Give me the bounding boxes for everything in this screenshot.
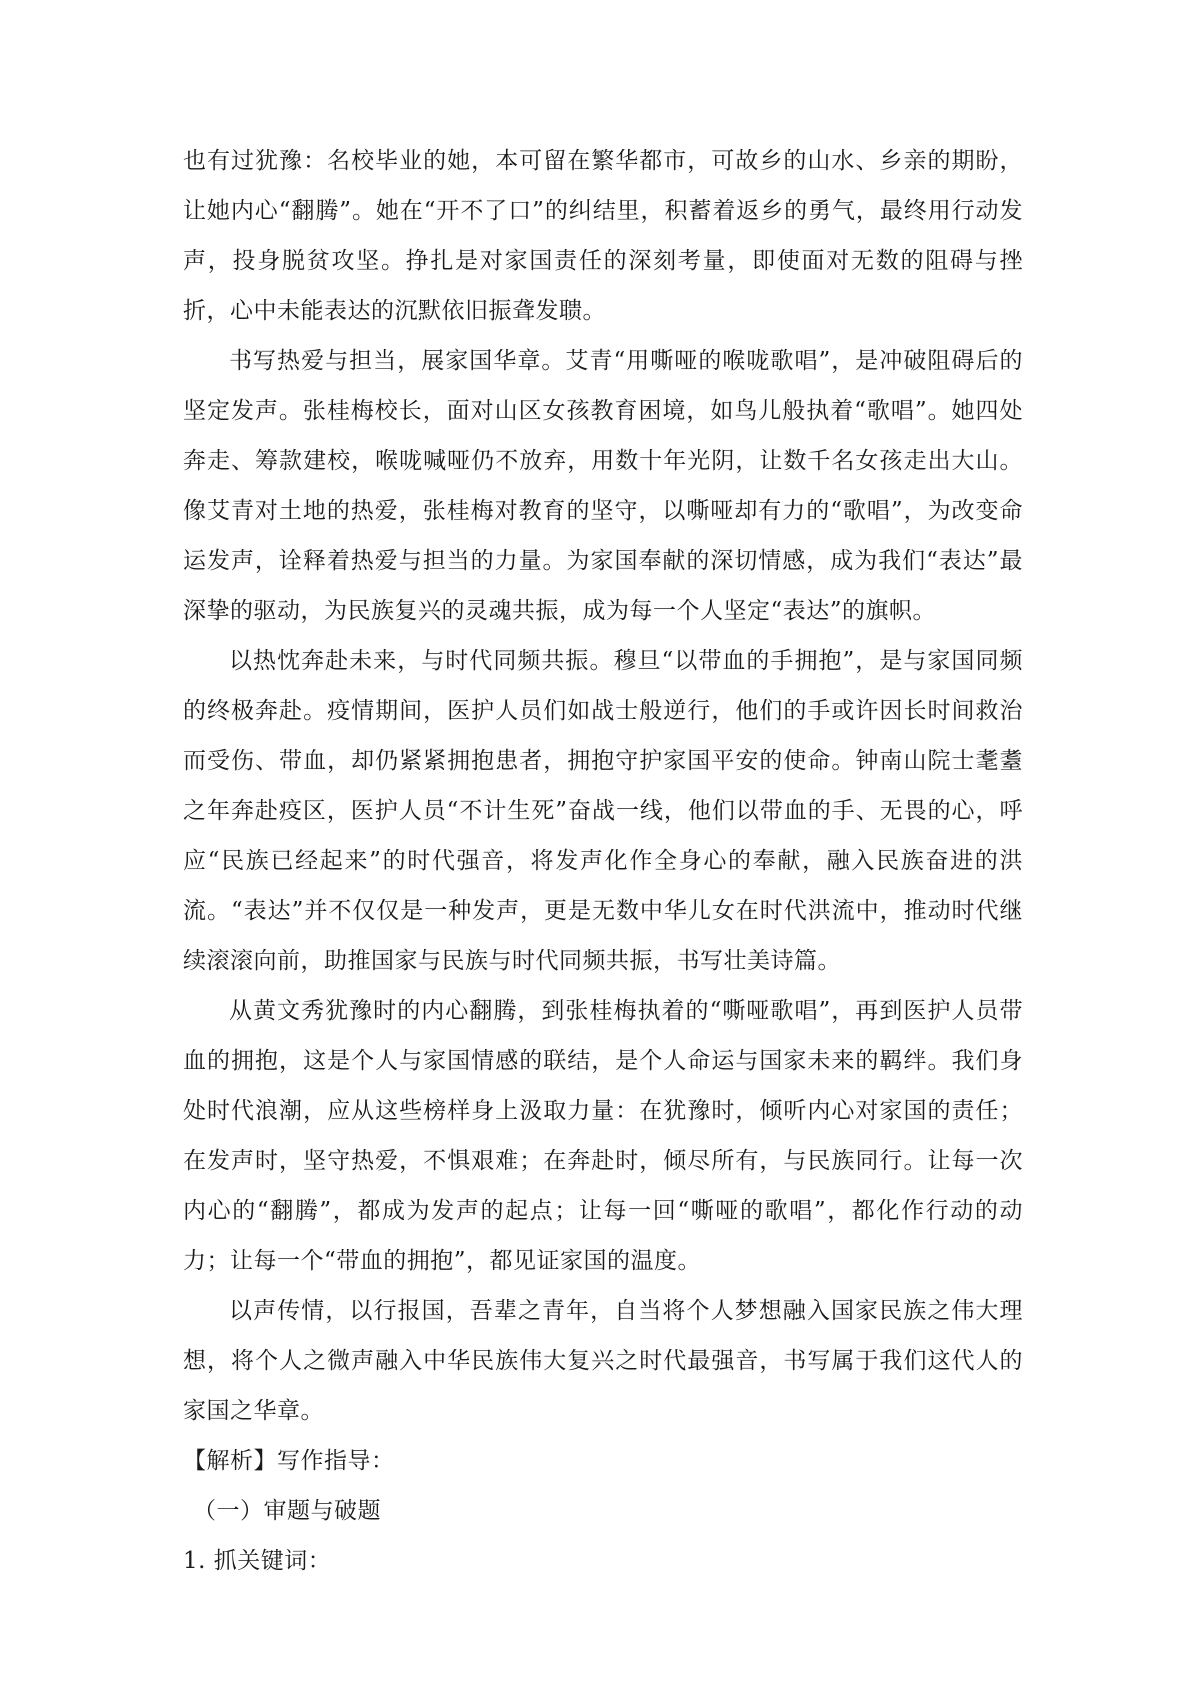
paragraph-2: 书写热爱与担当，展家国华章。艾青“用嘶哑的喉咙歌唱”，是冲破阻碍后的坚定发声。张桂梅校长，面对山区女孩教育困境，如鸟儿般执着“歌唱”。她四处奔走、筹款建校，喉咙喊哑仍不放弃，用数十年光阴，让数千名女孩走出大山。像艾青对土地的热爱，张桂梅对教育的坚守，以嘶哑却有力的“歌唱”，为改变命运发声，诠释着热爱与担当的力量。为家国奉献的深切情感，成为我们“表达”最深挚的驱动，为民族复兴的灵魂共振，成为每一个人坚定“表达”的旗帜。 xyxy=(183,348,1023,624)
paragraph-3: 以热忱奔赴未来，与时代同频共振。穆旦“以带血的手拥抱”，是与家国同频的终极奔赴。疫情期间，医护人员们如战士般逆行，他们的手或许因长时间救治而受伤、带血，却仍紧紧拥抱患者，拥抱守护家国平安的使命。钟南山院士耄耋之年奔赴疫区，医护人员“不计生死”奋战一线，他们以带血的手、无畏的心，呼应“民族已经起来”的时代强音，将发声化作全身心的奉献，融入民族奋进的洪流。“表达”并不仅仅是一种发声，更是无数中华儿女在时代洪流中，推动时代继续滚滚向前，助推国家与民族与时代同频共振，书写壮美诗篇。 xyxy=(183,648,1023,974)
paragraph-4: 从黄文秀犹豫时的内心翻腾，到张桂梅执着的“嘶哑歌唱”，再到医护人员带血的拥抱，这是个人与家国情感的联结，是个人命运与国家未来的羁绊。我们身处时代浪潮，应从这些榜样身上汲取力量：在犹豫时，倾听内心对家国的责任；在发声时，坚守热爱，不惧艰难；在奔赴时，倾尽所有，与民族同行。让每一次内心的“翻腾”，都成为发声的起点；让每一回“嘶哑的歌唱”，都化作行动的动力；让每一个“带血的拥抱”，都见证家国的温度。 xyxy=(183,998,1023,1274)
section-heading: （一）审题与破题 xyxy=(193,1498,381,1524)
paragraph-1: 也有过犹豫：名校毕业的她，本可留在繁华都市，可故乡的山水、乡亲的期盼，让她内心“翻腾”。她在“开不了口”的纠结里，积蓄着返乡的勇气，最终用行动发声，投身脱贫攻坚。挣扎是对家国责任的深刻考量，即使面对无数的阻碍与挫折，心中未能表达的沉默依旧振聋发聩。 xyxy=(183,148,1023,324)
document-body xyxy=(183,136,1023,1586)
paragraph-5: 以声传情，以行报国，吾辈之青年，自当将个人梦想融入国家民族之伟大理想，将个人之微声融入中华民族伟大复兴之时代最强音，书写属于我们这代人的家国之华章。 xyxy=(183,1298,1023,1424)
point-1: 1. 抓关键词： xyxy=(183,1548,332,1574)
analysis-label: 【解析】写作指导： xyxy=(183,1448,395,1474)
